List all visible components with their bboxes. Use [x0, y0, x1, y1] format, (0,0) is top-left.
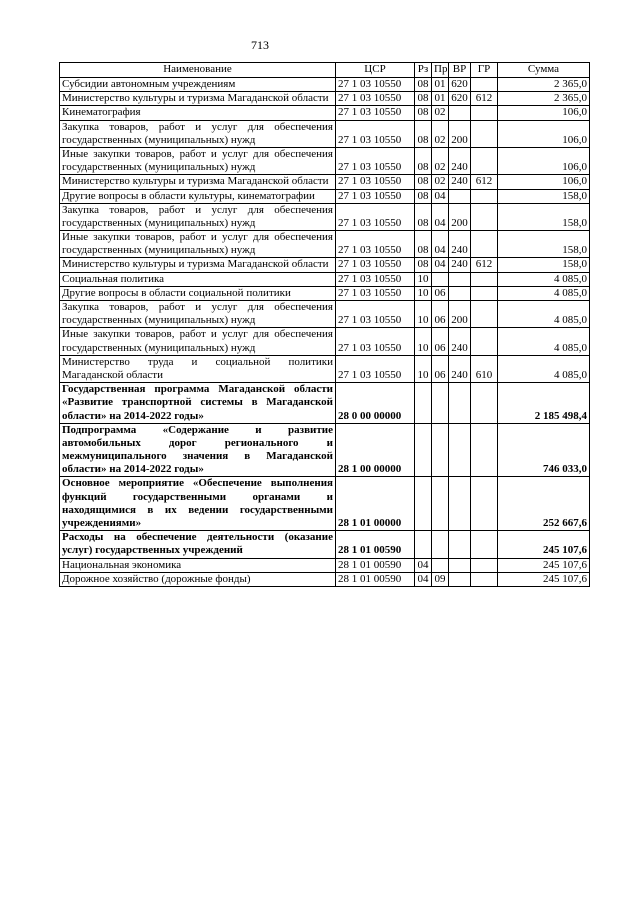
- cell-vr: [449, 106, 471, 120]
- cell-sum: 252 667,6: [498, 477, 590, 531]
- cell-sum: 106,0: [498, 106, 590, 120]
- cell-gr: [471, 383, 498, 424]
- cell-vr: [449, 477, 471, 531]
- cell-name: Расходы на обеспечение деятельности (оказание услуг) государственных учреждений: [60, 531, 336, 558]
- cell-csr: 27 1 03 10550: [336, 175, 415, 189]
- cell-sum: 106,0: [498, 175, 590, 189]
- cell-pr: [432, 272, 449, 286]
- cell-vr: 240: [449, 175, 471, 189]
- cell-sum: 4 085,0: [498, 328, 590, 355]
- cell-vr: 620: [449, 78, 471, 92]
- cell-csr: 28 1 01 00000: [336, 477, 415, 531]
- table-row: [60, 147, 590, 174]
- cell-pr: [432, 423, 449, 477]
- cell-sum: 4 085,0: [498, 355, 590, 382]
- cell-gr: [471, 189, 498, 203]
- cell-vr: [449, 189, 471, 203]
- table-row: [60, 477, 590, 531]
- cell-pr: 04: [432, 258, 449, 272]
- cell-name: Кинематография: [60, 106, 336, 120]
- header-gr: ГР: [471, 63, 498, 78]
- cell-gr: [471, 147, 498, 174]
- cell-vr: 200: [449, 301, 471, 328]
- cell-rz: 08: [415, 175, 432, 189]
- table-row: [60, 92, 590, 106]
- cell-rz: [415, 423, 432, 477]
- cell-sum: 158,0: [498, 203, 590, 230]
- cell-gr: [471, 301, 498, 328]
- cell-vr: 200: [449, 120, 471, 147]
- table-row: [60, 106, 590, 120]
- cell-rz: 08: [415, 106, 432, 120]
- table-row: [60, 531, 590, 558]
- cell-gr: 612: [471, 92, 498, 106]
- cell-pr: 01: [432, 92, 449, 106]
- cell-pr: 04: [432, 189, 449, 203]
- cell-sum: 2 365,0: [498, 78, 590, 92]
- cell-gr: [471, 477, 498, 531]
- table-row: [60, 272, 590, 286]
- cell-pr: 06: [432, 328, 449, 355]
- cell-rz: 08: [415, 92, 432, 106]
- table-row: [60, 572, 590, 586]
- cell-rz: 08: [415, 258, 432, 272]
- cell-name: Закупка товаров, работ и услуг для обеспечения государственных (муниципальных) нужд: [60, 120, 336, 147]
- cell-gr: [471, 203, 498, 230]
- table-row: [60, 383, 590, 424]
- cell-vr: [449, 423, 471, 477]
- cell-name: Другие вопросы в области социальной политики: [60, 286, 336, 300]
- cell-name: Субсидии автономным учреждениям: [60, 78, 336, 92]
- header-vr: ВР: [449, 63, 471, 78]
- cell-name: Министерство культуры и туризма Магаданской области: [60, 92, 336, 106]
- header-rz: Рз: [415, 63, 432, 78]
- cell-name: Министерство культуры и туризма Магаданской области: [60, 175, 336, 189]
- cell-csr: 28 1 01 00590: [336, 531, 415, 558]
- cell-name: Другие вопросы в области культуры, кинематографии: [60, 189, 336, 203]
- cell-gr: [471, 286, 498, 300]
- cell-gr: [471, 78, 498, 92]
- cell-name: Закупка товаров, работ и услуг для обеспечения государственных (муниципальных) нужд: [60, 301, 336, 328]
- cell-sum: 746 033,0: [498, 423, 590, 477]
- cell-gr: [471, 120, 498, 147]
- table-row: [60, 328, 590, 355]
- cell-vr: 240: [449, 147, 471, 174]
- cell-rz: 08: [415, 120, 432, 147]
- cell-name: Подпрограмма «Содержание и развитие автомобильных дорог регионального и межмуниципального значения в Магаданской области» на 2014-2022 годы»: [60, 423, 336, 477]
- cell-rz: [415, 477, 432, 531]
- cell-vr: [449, 572, 471, 586]
- cell-csr: 27 1 03 10550: [336, 301, 415, 328]
- cell-name: Закупка товаров, работ и услуг для обеспечения государственных (муниципальных) нужд: [60, 203, 336, 230]
- cell-rz: 04: [415, 558, 432, 572]
- cell-rz: 10: [415, 286, 432, 300]
- table-row: [60, 286, 590, 300]
- cell-sum: 106,0: [498, 147, 590, 174]
- cell-csr: 27 1 03 10550: [336, 120, 415, 147]
- cell-csr: 27 1 03 10550: [336, 231, 415, 258]
- cell-sum: 4 085,0: [498, 286, 590, 300]
- table-row: [60, 558, 590, 572]
- cell-vr: 240: [449, 258, 471, 272]
- cell-pr: 04: [432, 231, 449, 258]
- cell-rz: 08: [415, 203, 432, 230]
- cell-sum: 245 107,6: [498, 558, 590, 572]
- cell-rz: 10: [415, 272, 432, 286]
- header-csr: ЦСР: [336, 63, 415, 78]
- cell-gr: 610: [471, 355, 498, 382]
- cell-csr: 27 1 03 10550: [336, 92, 415, 106]
- cell-vr: [449, 383, 471, 424]
- cell-gr: [471, 572, 498, 586]
- cell-vr: [449, 531, 471, 558]
- table-row: [60, 423, 590, 477]
- cell-pr: 06: [432, 301, 449, 328]
- cell-rz: 08: [415, 189, 432, 203]
- cell-pr: [432, 383, 449, 424]
- cell-sum: 245 107,6: [498, 572, 590, 586]
- cell-pr: 04: [432, 203, 449, 230]
- cell-csr: 27 1 03 10550: [336, 106, 415, 120]
- cell-sum: 2 185 498,4: [498, 383, 590, 424]
- cell-csr: 27 1 03 10550: [336, 78, 415, 92]
- cell-name: Иные закупки товаров, работ и услуг для обеспечения государственных (муниципальных) нужд: [60, 231, 336, 258]
- cell-pr: [432, 531, 449, 558]
- cell-sum: 106,0: [498, 120, 590, 147]
- table-row: [60, 78, 590, 92]
- table-row: [60, 231, 590, 258]
- cell-gr: [471, 531, 498, 558]
- table-row: [60, 301, 590, 328]
- cell-vr: [449, 558, 471, 572]
- cell-name: Государственная программа Магаданской области «Развитие транспортной системы в Магаданской области» на 2014-2022 годы»: [60, 383, 336, 424]
- cell-rz: 10: [415, 355, 432, 382]
- cell-sum: 2 365,0: [498, 92, 590, 106]
- cell-gr: 612: [471, 258, 498, 272]
- cell-rz: 10: [415, 328, 432, 355]
- header-pr: Пр: [432, 63, 449, 78]
- cell-gr: [471, 231, 498, 258]
- cell-csr: 27 1 03 10550: [336, 258, 415, 272]
- cell-name: Основное мероприятие «Обеспечение выполнения функций государственными органами и находящимися в их ведении государственными учреждениями»: [60, 477, 336, 531]
- budget-table: [59, 62, 590, 587]
- cell-pr: 02: [432, 120, 449, 147]
- cell-pr: [432, 477, 449, 531]
- table-row: [60, 120, 590, 147]
- cell-gr: [471, 272, 498, 286]
- cell-name: Министерство труда и социальной политики Магаданской области: [60, 355, 336, 382]
- cell-rz: 08: [415, 231, 432, 258]
- cell-gr: [471, 106, 498, 120]
- table-row: [60, 175, 590, 189]
- cell-vr: [449, 272, 471, 286]
- cell-name: Социальная политика: [60, 272, 336, 286]
- cell-csr: 27 1 03 10550: [336, 272, 415, 286]
- cell-sum: 158,0: [498, 231, 590, 258]
- cell-gr: [471, 558, 498, 572]
- cell-sum: 4 085,0: [498, 272, 590, 286]
- table-row: [60, 258, 590, 272]
- header-row: [60, 63, 590, 78]
- cell-vr: 620: [449, 92, 471, 106]
- cell-csr: 27 1 03 10550: [336, 147, 415, 174]
- cell-pr: 02: [432, 175, 449, 189]
- cell-vr: 240: [449, 328, 471, 355]
- cell-csr: 27 1 03 10550: [336, 355, 415, 382]
- cell-vr: 240: [449, 231, 471, 258]
- table-row: [60, 355, 590, 382]
- cell-rz: 08: [415, 147, 432, 174]
- cell-name: Министерство культуры и туризма Магаданской области: [60, 258, 336, 272]
- cell-gr: 612: [471, 175, 498, 189]
- cell-sum: 158,0: [498, 258, 590, 272]
- cell-sum: 4 085,0: [498, 301, 590, 328]
- cell-gr: [471, 328, 498, 355]
- cell-pr: 02: [432, 147, 449, 174]
- cell-rz: [415, 531, 432, 558]
- cell-vr: 200: [449, 203, 471, 230]
- header-name: Наименование: [60, 63, 336, 78]
- table-row: [60, 189, 590, 203]
- cell-vr: 240: [449, 355, 471, 382]
- cell-csr: 27 1 03 10550: [336, 189, 415, 203]
- cell-pr: [432, 558, 449, 572]
- cell-name: Дорожное хозяйство (дорожные фонды): [60, 572, 336, 586]
- cell-rz: 08: [415, 78, 432, 92]
- cell-sum: 245 107,6: [498, 531, 590, 558]
- cell-rz: [415, 383, 432, 424]
- cell-pr: 06: [432, 286, 449, 300]
- table-row: [60, 203, 590, 230]
- cell-pr: 01: [432, 78, 449, 92]
- page-number: 713: [251, 38, 269, 52]
- cell-vr: [449, 286, 471, 300]
- cell-rz: 04: [415, 572, 432, 586]
- cell-pr: 09: [432, 572, 449, 586]
- cell-sum: 158,0: [498, 189, 590, 203]
- cell-name: Национальная экономика: [60, 558, 336, 572]
- cell-csr: 27 1 03 10550: [336, 328, 415, 355]
- cell-name: Иные закупки товаров, работ и услуг для обеспечения государственных (муниципальных) нужд: [60, 147, 336, 174]
- cell-csr: 28 1 01 00590: [336, 558, 415, 572]
- cell-csr: 28 1 01 00590: [336, 572, 415, 586]
- cell-csr: 27 1 03 10550: [336, 203, 415, 230]
- cell-rz: 10: [415, 301, 432, 328]
- cell-csr: 28 1 00 00000: [336, 423, 415, 477]
- cell-gr: [471, 423, 498, 477]
- cell-pr: 06: [432, 355, 449, 382]
- cell-csr: 28 0 00 00000: [336, 383, 415, 424]
- cell-pr: 02: [432, 106, 449, 120]
- cell-csr: 27 1 03 10550: [336, 286, 415, 300]
- header-sum: Сумма: [498, 63, 590, 78]
- cell-name: Иные закупки товаров, работ и услуг для обеспечения государственных (муниципальных) нужд: [60, 328, 336, 355]
